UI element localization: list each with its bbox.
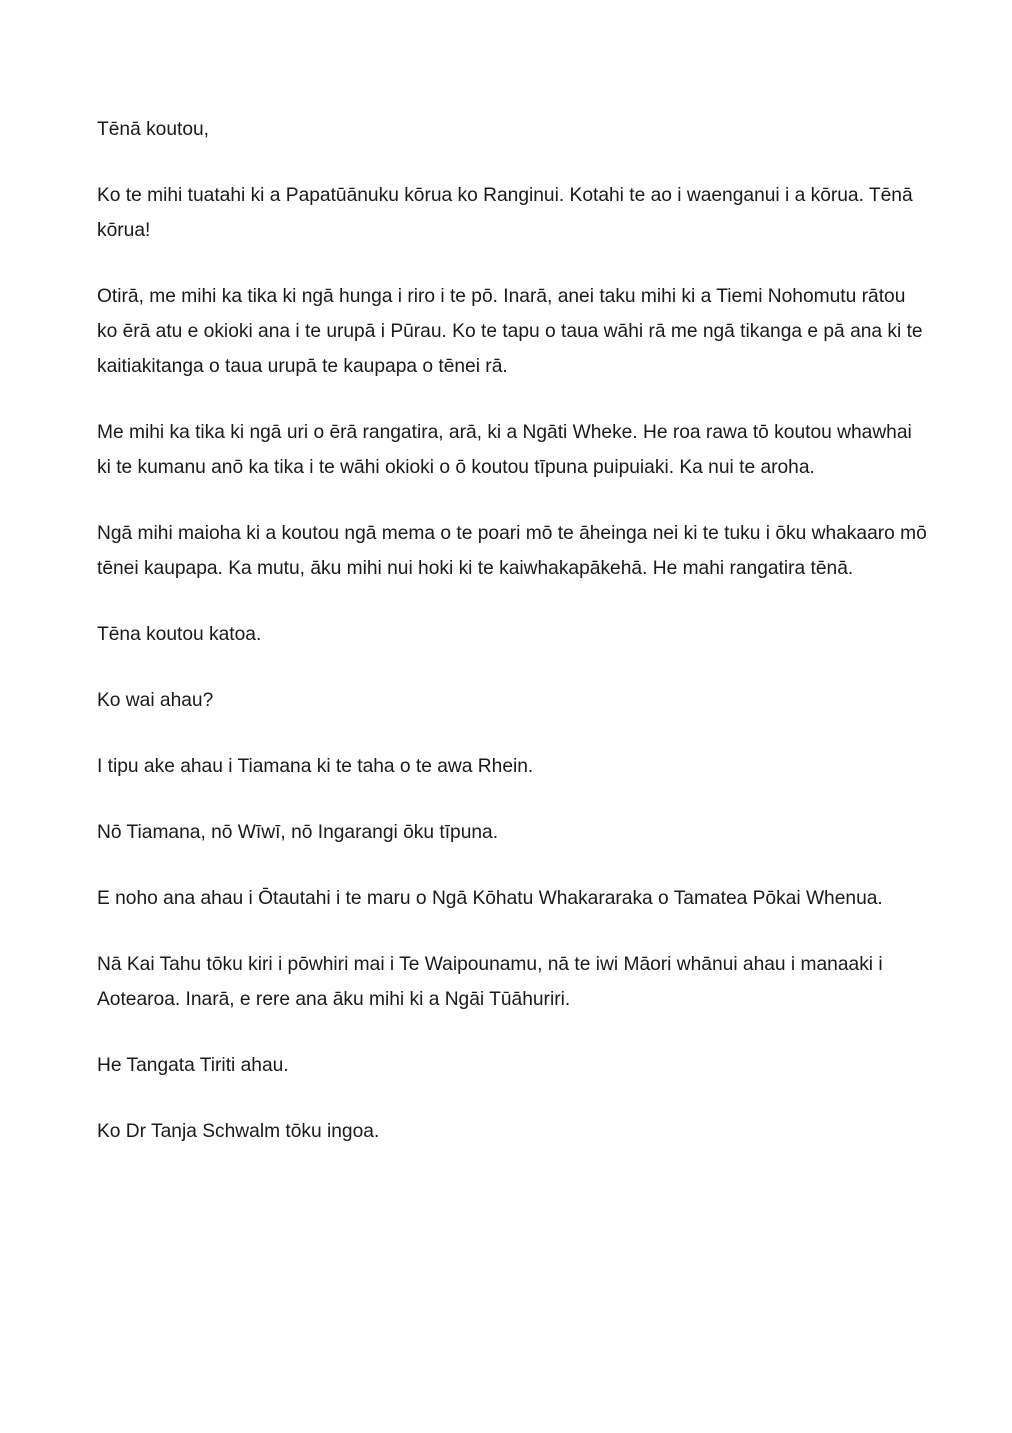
paragraph-ko-wai-ahau: Ko wai ahau? [97, 690, 214, 711]
paragraph-tangata-tiriti: He Tangata Tiriti ahau. [97, 1055, 289, 1076]
paragraph-noho: E noho ana ahau i Ōtautahi i te maru o Ngā Kōhatu Whakararaka o Tamatea Pōkai Whenua. [97, 888, 883, 909]
paragraph-kai-tahu: Nā Kai Tahu tōku kiri i pōwhiri mai i Te Waipounamu, nā te iwi Māori whānui ahau i manaaki i Aotearoa. Inarā, e rere ana āku mihi ki a Ngāi Tūāhuriri. [97, 954, 883, 1010]
paragraph-tipu-ake: I tipu ake ahau i Tiamana ki te taha o te awa Rhein. [97, 756, 534, 777]
paragraph-ingoa: Ko Dr Tanja Schwalm tōku ingoa. [97, 1121, 380, 1142]
paragraph-ngati-wheke: Me mihi ka tika ki ngā uri o ērā rangatira, arā, ki a Ngāti Wheke. He roa rawa tō koutou whawhai ki te kumanu anō ka tika i te wāhi okioki o ō koutou tīpuna puipuiaki. Ka nui te aroha. [97, 422, 912, 478]
greeting-paragraph: Tēnā koutou, [97, 119, 210, 140]
paragraph-mihi-tupapaku: Otirā, me mihi ka tika ki ngā hunga i riro i te pō. Inarā, anei taku mihi ki a Tiemi Nohomutu rātou ko ērā atu e okioki ana i te urupā i Pūrau. Ko te tapu o taua wāhi rā me ngā tikanga e pā ana ki te kaitiakitanga o taua urupā te kaupapa o tēnei rā. [97, 286, 923, 377]
paragraph-closing-greeting: Tēna koutou katoa. [97, 624, 262, 645]
document-page [97, 112, 927, 1180]
paragraph-poari: Ngā mihi maioha ki a koutou ngā mema o te poari mō te āheinga nei ki te tuku i ōku whakaaro mō tēnei kaupapa. Ka mutu, āku mihi nui hoki ki te kaiwhakapākehā. He mahi rangatira tēnā. [97, 523, 927, 579]
paragraph-papatuanuku: Ko te mihi tuatahi ki a Papatūānuku kōrua ko Ranginui. Kotahi te ao i waenganui i a kōrua. Tēnā kōrua! [97, 185, 913, 241]
paragraph-tipuna: Nō Tiamana, nō Wīwī, nō Ingarangi ōku tīpuna. [97, 822, 499, 843]
